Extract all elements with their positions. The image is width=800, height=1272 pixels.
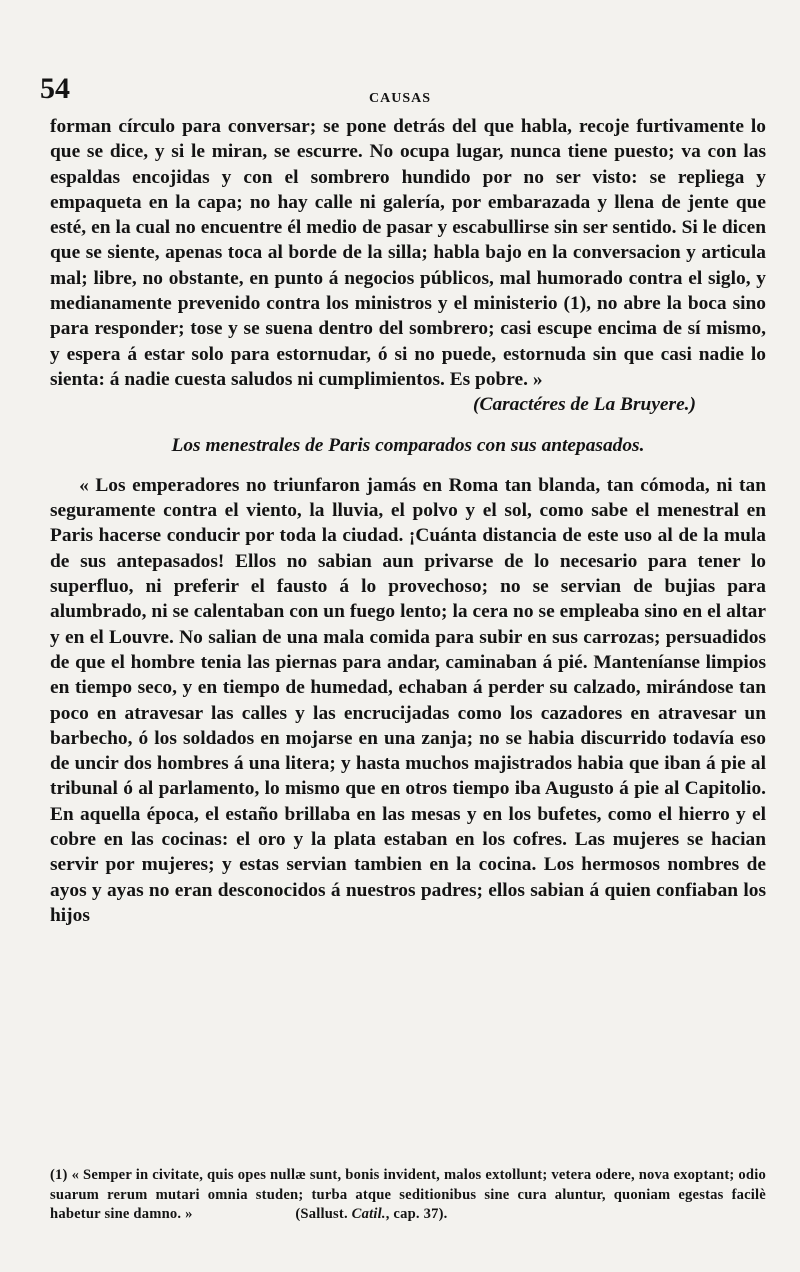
- page-number: 54: [40, 72, 70, 105]
- footnote-citation-work: Catil.: [351, 1206, 386, 1223]
- attribution: (Caractéres de La Bruyere.): [473, 394, 696, 416]
- footnote-citation-close: , cap. 37).: [385, 1206, 448, 1223]
- section-heading: Los menestrales de Paris comparados con sus antepasados.: [171, 434, 645, 456]
- footnote-citation-open: (Sallust.: [295, 1206, 352, 1223]
- running-head: CAUSAS: [368, 91, 431, 106]
- paragraph-continued: forman círculo para conversar; se pone detrás del que habla, recoje furtivamente lo que se dice, y si le miran, se escurre. No ocupa lugar, nunca tiene puesto; va con las espaldas encojidas y con el sombrero hundido por no ser visto: se repliega y empaqueta en la capa; no hay calle ni galería, por embarazada y llena de jente que esté, en la cual no encuentre él medio de pasar y escabullirse sin ser sentido. Si le dicen que se siente, apenas toca al borde de la silla; habla bajo en la conversacion y articula mal; libre, no obstante, en punto á negocios públicos, mal humorado contra el siglo, y medianamente prevenido contra los ministros y el ministerio (1), no abre la boca sino para responder; tose y se suena dentro del sombrero; casi escupe encima de sí mismo, y espera á estar solo para estornudar, ó si no puede, estornuda sin que casi nadie lo sienta: á nadie cuesta saludos ni cumplimientos. Es pobre. »: [50, 116, 766, 390]
- footnote-paragraph: [50, 1166, 766, 1225]
- main-text: [50, 114, 766, 928]
- footnote-text: (1) « Semper in civitate, quis opes nullæ sunt, bonis invident, malos extollunt; vetera odere, nova exoptant; odio suarum rerum mutari omnia studen; turba atque seditionibus sine cura aluntur, quoniam egestas facilè habetur sine damno. »: [50, 1167, 766, 1223]
- footnote: [50, 1166, 766, 1225]
- paragraph-menestrales: « Los emperadores no triunfaron jamás en Roma tan blanda, tan cómoda, ni tan seguramente contra el viento, la lluvia, el polvo y el sol, como sabe el menestral en Paris hacerse conducir por toda la ciudad. ¡Cuánta distancia de este uso al de la mula de sus antepasados! Ellos no sabian aun privarse de lo necesario para tener lo superfluo, ni preferir el fausto á lo provechoso; no se servian de bujias para alumbrado, ni se calentaban con un fuego lento; la cera no se empleaba sino en el altar y en el Louvre. No salian de una mala comida para subir en sus carrozas; persuadidos de que el hombre tenia las piernas para andar, caminaban á pié. Manteníanse limpios en tiempo seco, y en tiempo de humedad, echaban á perder su calzado, mirándose tan poco en atravesar las calles y las encrucijadas como los cazadores en atravesar un barbecho, ó los soldados en mojarse en una zanja; no se habia discurrido todavía eso de uncir dos hombres á una litera; y hasta muchos majistrados habia que iban á pie al tribunal ó al parlamento, lo mismo que en otros tiempo iba Augusto á pie al Capitolio. En aquella época, el estaño brillaba en las mesas y en los bufetes, como el hierro y el cobre en las cocinas: el oro y la plata estaban en los cofres. Las mujeres se hacian servir por mujeres; y estas servian tambien en la cocina. Los hermosos nombres de ayos y ayas no eran desconocidos á nuestros padres; ellos sabian á quien confiaban los hijos: [50, 474, 766, 926]
